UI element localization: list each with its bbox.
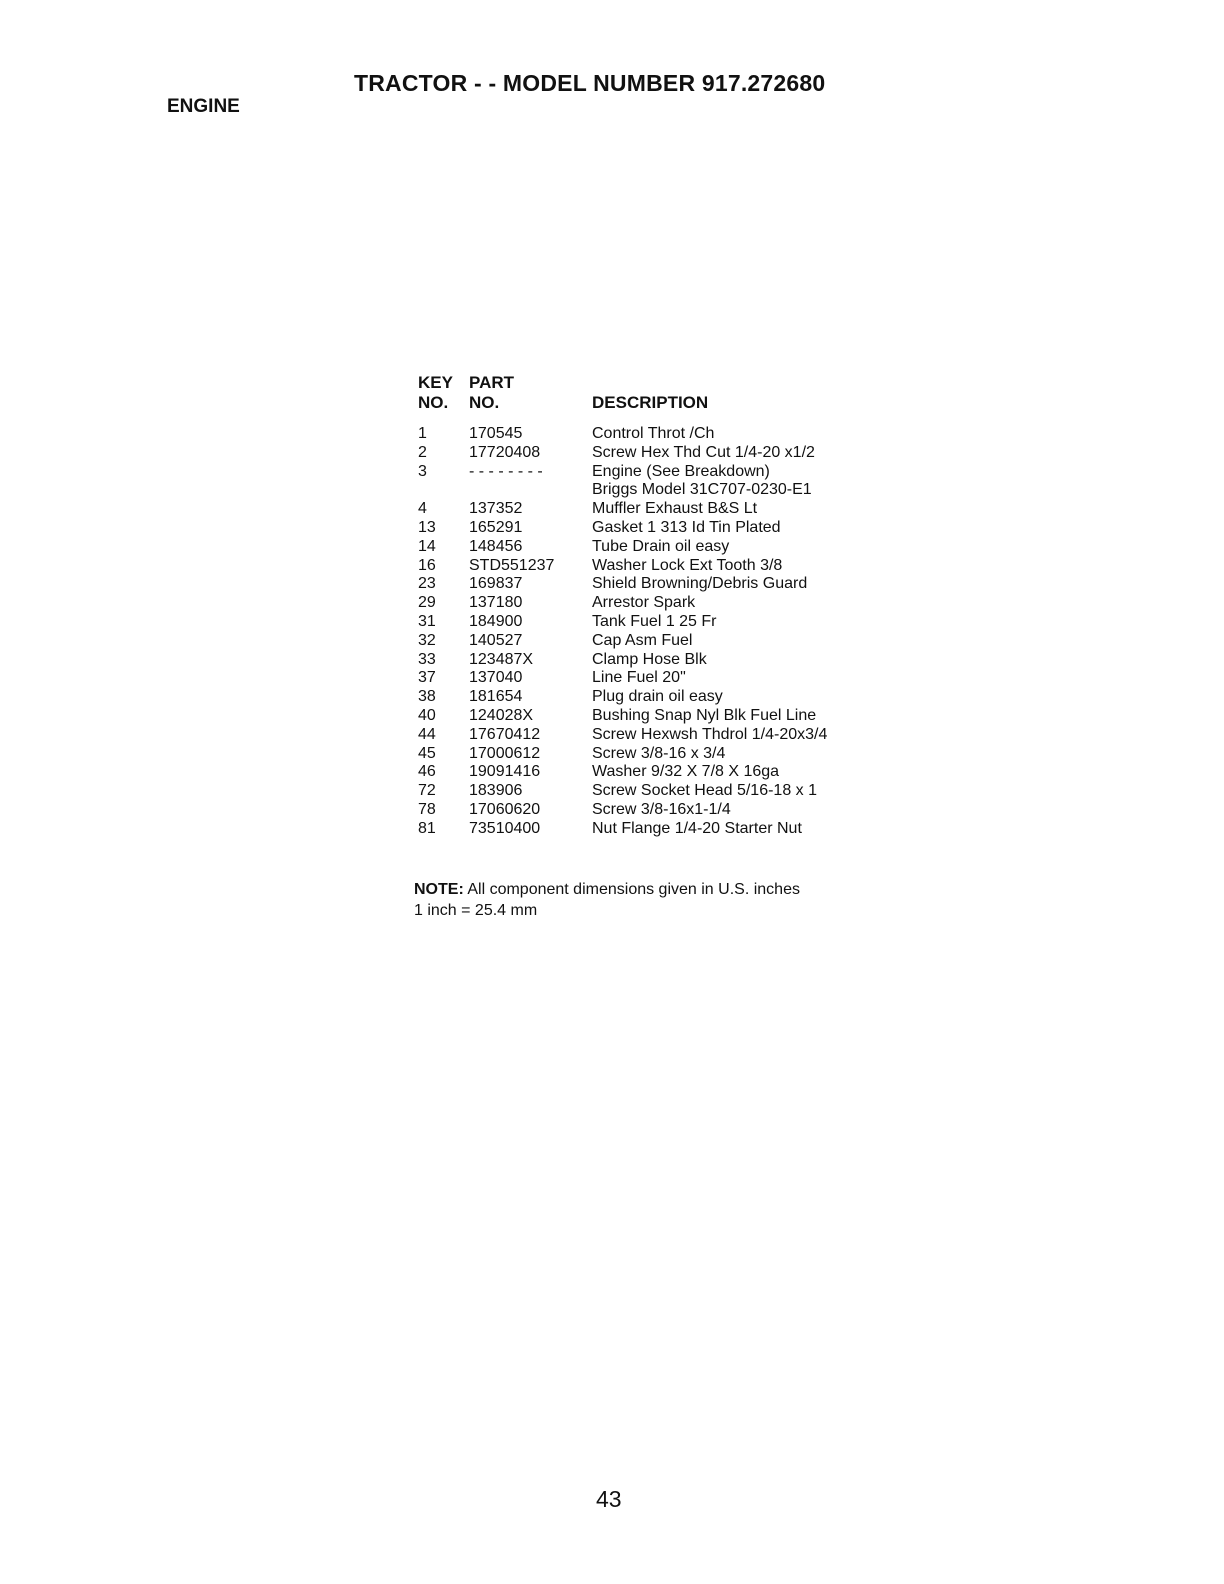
description-line: Screw 3/8-16 x 3/4 xyxy=(592,744,726,762)
description-line: Shield Browning/Debris Guard xyxy=(592,575,808,593)
part-number: 165291 xyxy=(469,518,523,536)
column-header-desc-spacer xyxy=(592,373,882,393)
key-number: 16 xyxy=(418,556,436,574)
key-number: 38 xyxy=(418,688,436,706)
part-number: 140527 xyxy=(469,631,523,649)
part-number: 19091416 xyxy=(469,763,541,781)
part-number: STD551237 xyxy=(469,556,555,574)
key-number: 46 xyxy=(418,763,436,781)
table-row xyxy=(418,782,882,801)
table-row xyxy=(418,632,882,651)
column-header-part-bottom: NO. xyxy=(469,393,500,412)
description-line: Line Fuel 20" xyxy=(592,669,686,687)
table-row xyxy=(418,820,882,839)
description-line: Control Throt /Ch xyxy=(592,425,715,442)
table-row xyxy=(418,425,882,444)
table-row xyxy=(418,726,882,745)
key-number: 4 xyxy=(418,500,427,518)
description-line: Nut Flange 1/4-20 Starter Nut xyxy=(592,819,802,837)
part-description xyxy=(592,651,882,670)
table-row xyxy=(418,613,882,632)
note-label: NOTE: xyxy=(414,881,464,898)
table-row xyxy=(418,669,882,688)
table-row xyxy=(418,500,882,519)
part-description xyxy=(592,669,882,688)
part-number: 17670412 xyxy=(469,725,541,743)
part-description xyxy=(592,594,882,613)
table-row xyxy=(418,651,882,670)
description-line: Cap Asm Fuel xyxy=(592,631,693,649)
description-line: Screw 3/8-16x1-1/4 xyxy=(592,800,731,818)
description-line: Clamp Hose Blk xyxy=(592,650,707,668)
note-line xyxy=(414,879,800,900)
page-title: TRACTOR - - MODEL NUMBER 917.272680 xyxy=(354,70,826,96)
key-number: 33 xyxy=(418,650,436,668)
table-row xyxy=(418,519,882,538)
table-row xyxy=(418,763,882,782)
part-number: 137352 xyxy=(469,500,523,518)
part-description xyxy=(592,444,882,463)
description-line: Screw Hexwsh Thdrol 1/4-20x3/4 xyxy=(592,725,828,743)
part-description xyxy=(592,820,882,839)
part-number: 169837 xyxy=(469,575,523,593)
description-line: Plug drain oil easy xyxy=(592,688,723,706)
part-description xyxy=(592,763,882,782)
part-number: 148456 xyxy=(469,537,523,555)
key-number: 2 xyxy=(418,443,427,461)
column-header-part-top: PART xyxy=(469,373,515,392)
key-number: 81 xyxy=(418,819,436,837)
part-number: 170545 xyxy=(469,425,523,442)
part-number: 184900 xyxy=(469,612,523,630)
part-description xyxy=(592,538,882,557)
part-number: 123487X xyxy=(469,650,534,668)
table-row xyxy=(418,557,882,576)
part-description xyxy=(592,632,882,651)
key-number: 3 xyxy=(418,462,427,480)
note-text: All component dimensions given in U.S. inches xyxy=(463,881,800,898)
part-number: - - - - - - - - xyxy=(469,462,543,480)
parts-table-body xyxy=(418,425,882,839)
part-description xyxy=(592,425,882,444)
description-line: Gasket 1 313 Id Tin Plated xyxy=(592,518,781,536)
part-number: 17000612 xyxy=(469,744,541,762)
part-description xyxy=(592,782,882,801)
description-line: Muffler Exhaust B&S Lt xyxy=(592,500,758,518)
description-line: Engine (See Breakdown) xyxy=(592,462,770,480)
parts-table xyxy=(418,373,882,839)
part-description xyxy=(592,726,882,745)
part-description xyxy=(592,688,882,707)
part-number: 137180 xyxy=(469,594,523,612)
part-description xyxy=(592,500,882,519)
key-number: 32 xyxy=(418,631,436,649)
part-description xyxy=(592,801,882,820)
part-number: 124028X xyxy=(469,706,534,724)
description-line: Briggs Model 31C707-0230-E1 xyxy=(592,481,812,499)
description-line: Screw Hex Thd Cut 1/4-20 x1/2 xyxy=(592,443,815,461)
column-header-description: DESCRIPTION xyxy=(592,393,709,412)
description-line: Screw Socket Head 5/16-18 x 1 xyxy=(592,782,818,800)
key-number: 44 xyxy=(418,725,436,743)
key-number: 37 xyxy=(418,669,436,687)
table-row xyxy=(418,444,882,463)
description-line: Washer 9/32 X 7/8 X 16ga xyxy=(592,763,780,781)
section-heading: ENGINE xyxy=(167,96,240,117)
column-header-key-bottom: NO. xyxy=(418,393,449,412)
table-row xyxy=(418,688,882,707)
description-line: Tube Drain oil easy xyxy=(592,537,730,555)
part-description xyxy=(592,575,882,594)
part-description xyxy=(592,463,882,501)
part-number: 183906 xyxy=(469,782,523,800)
part-description xyxy=(592,745,882,764)
table-row xyxy=(418,538,882,557)
description-line: Tank Fuel 1 25 Fr xyxy=(592,612,717,630)
part-description xyxy=(592,519,882,538)
page-number: 43 xyxy=(596,1486,622,1512)
description-line: Arrestor Spark xyxy=(592,594,696,612)
key-number: 23 xyxy=(418,575,436,593)
part-description xyxy=(592,557,882,576)
part-number: 17060620 xyxy=(469,800,541,818)
table-row xyxy=(418,745,882,764)
key-number: 29 xyxy=(418,594,436,612)
key-number: 40 xyxy=(418,706,436,724)
table-row xyxy=(418,594,882,613)
table-row xyxy=(418,707,882,726)
part-number: 17720408 xyxy=(469,443,541,461)
part-description xyxy=(592,613,882,632)
table-row xyxy=(418,463,882,501)
parts-table-header xyxy=(418,373,882,425)
header-spacer xyxy=(418,413,882,425)
key-number: 45 xyxy=(418,744,436,762)
column-header-key-top: KEY xyxy=(418,373,453,392)
note-conversion: 1 inch = 25.4 mm xyxy=(414,902,538,919)
description-line: Washer Lock Ext Tooth 3/8 xyxy=(592,556,783,574)
key-number: 14 xyxy=(418,537,436,555)
key-number: 13 xyxy=(418,518,436,536)
description-line: Bushing Snap Nyl Blk Fuel Line xyxy=(592,706,817,724)
key-number: 78 xyxy=(418,800,436,818)
part-number: 181654 xyxy=(469,688,523,706)
table-row xyxy=(418,575,882,594)
table-row xyxy=(418,801,882,820)
note xyxy=(414,879,800,921)
key-number: 72 xyxy=(418,782,436,800)
part-description xyxy=(592,707,882,726)
key-number: 31 xyxy=(418,612,436,630)
part-number: 137040 xyxy=(469,669,523,687)
part-number: 73510400 xyxy=(469,819,541,837)
key-number: 1 xyxy=(418,425,427,442)
